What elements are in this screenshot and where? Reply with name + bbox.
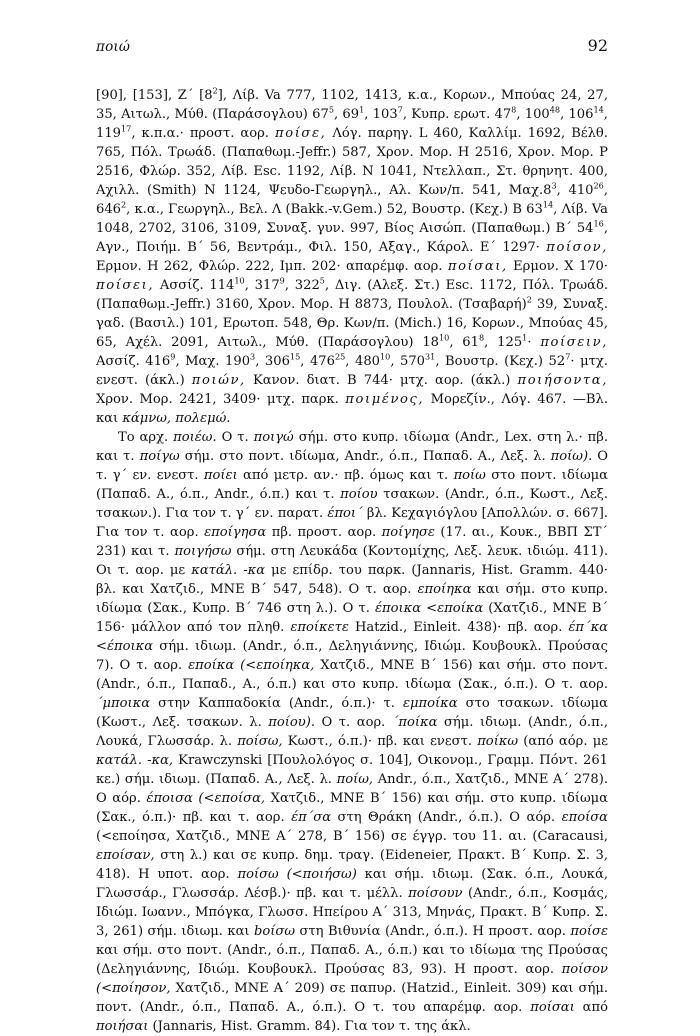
running-head [96, 36, 608, 58]
etymology-paragraph: Το αρχ. ποιέω. Ο τ. ποιγώ σήμ. στο κυπρ. ιδίωμα (Andr., Lex. στη λ.· πβ. και τ. ποίγω σήμ. στο ποντ. ιδίωμα, Andr., ό.π., Παπαδ. Α., Λεξ. λ. ποίω). Ο τ. γ΄ εν. ενεστ. ποίει από μετρ. αν.· πβ. όμως και τ. ποίω στο ποντ. ιδίωμα (Παπαδ. Α., ό.π., Andr., ό.π.) και τ. ποίου τσακων. (Andr., ό.π., Κωστ., Λεξ. τσακων.). Για τον τ. γ΄ εν. παρατ. έποι΄ βλ. Κεχαγιόγλου [Απολλών. σ. 667]. Για τον τ. αορ. εποίγησα πβ. προστ. αορ. ποίγησε (17. αι., Κουκ., ΒΒΠ ΣΤ΄ 231) και τ. ποιγήσω σήμ. στη Λευκάδα (Κοντομίχης, Λεξ. λευκ. ιδιώμ. 411). Οι τ. αορ. με κατάλ. -κα με επίδρ. του παρκ. (Jannaris, Hist. Gramm. 440· βλ. και Χατζιδ., ΜΝΕ Β΄ 547, 548). Ο τ. αορ. εποίηκα και σήμ. στο κυπρ. ιδίωμα (Σακ., Κυπρ. Β΄ 746 στη λ.). Ο τ. έποικα <εποίκα (Χατζιδ., ΜΝΕ Β΄ 156· μάλλον από τον πληθ. εποίκετε Hatzid., Einleit. 438)· πβ. αορ. έπ΄κα <έποικα σήμ. ιδιωμ. (Andr., ό.π., Δεληγιάννης, Ιδιώμ. Κουβουκλ. Προύσας 7). Ο τ. αορ. εποίκα (<εποίηκα, Χατζιδ., ΜΝΕ Β΄ 156) και σήμ. στο ποντ. (Andr., ό.π., Παπαδ., Α., ό.π.) και στο κυπρ. ιδίωμα (Σακ., ό.π.). Ο τ. αορ. ΄μποικα στην Καππαδοκία (Andr., ό.π.)· τ. εμποίκα στο τσακων. ιδίωμα (Κωστ., Λεξ. τσακων. λ. ποίου). Ο τ. αορ. ΄ποίκα σήμ. ιδιωμ. (Andr., ό.π., Λουκά, Γλωσσάρ. λ. ποίσω, Κωστ., ό.π.)· πβ. και ενεστ. ποίκω (από αόρ. με κατάλ. -κα, Krawczynski [Πουλολόγος σ. 104], Οικονομ., Γραμμ. Πόντ. 261 κε.) σήμ. ιδιωμ. (Παπαδ. Α., Λεξ. λ. ποίω, Andr., ό.π., Χατζιδ., ΜΝΕ Α΄ 278). Ο αόρ. έποισα (<εποίσα, Χατζιδ., ΜΝΕ Β΄ 156) και σήμ. στο κυπρ. ιδίωμα (Σακ., ό.π.)· πβ. και τ. αορ. έπ΄σα στη Θράκη (Andr., ό.π.). Ο αόρ. εποίσα (<εποίησα, Χατζιδ., ΜΝΕ Α΄ 278, Β΄ 156) σε έγγρ. του 11. αι. (Caracausi, εποίσαν, στη λ.) και σε κυπρ. δημ. τραγ. (Eideneier, Πρακτ. Β΄ Κυπρ. Σ. 3, 418). Η υποτ. αορ. ποίσω (<ποιήσω) και σήμ. ιδιωμ. (Σακ. ό.π., Λουκά, Γλωσσάρ., Γλωσσάρ. Λέσβ.)· πβ. και τ. μέλλ. ποίσουν (Andr., ό.π., Κοσμάς, Ιδιώμ. Ιωανν., Μπόγκα, Γλωσσ. Ηπείρου Α΄ 313, Μηνάς, Πρακτ. Β΄ Κυπρ. Σ. 3, 261) σήμ. ιδιωμ. και boίσω στη Βιθυνία (Andr., ό.π.). Η προστ. αορ. ποίσε και σήμ. στο ποντ. (Andr., ό.π., Παπαδ. Α., ό.π.) και το ιδίωμα της Προύσας (Δεληγιάννης, Ιδιώμ. Κουβουκλ. Προύσας 83, 93). Η προστ. αορ. ποίσον (<ποίησον, Χατζιδ., ΜΝΕ Α΄ 209) σε παπυρ. (Hatzid., Einleit. 309) και σήμ. ποντ. (Andr., ό.π., Παπαδ. Α., ό.π.). Ο τ. του απαρέμφ. αορ. ποίσαι από ποιήσαι (Jannaris, Hist. Gramm. 84). Για τον τ. της άκλ. [96, 430, 609, 1034]
text-block [96, 86, 608, 1036]
running-head-lemma: ποιώ [96, 39, 131, 55]
entry-citations-paragraph: [90], [153], Ζ΄ $[8^2]$, Λίβ. Va 777, 1102, 1413, κ.α., Κορων., Μπούας 24, 27, 35, Αιτωλ., Μύθ. (Παράσογλου) $67^5$, $69^1$, $103^7$, Κυπρ. ερωτ. $47^8$, $100^{48}$, $106^{14}$, $119^{17}$, κ.π.α.· προστ. αορ. ποίσε, Λόγ. παρηγ. L 460, Καλλίμ. 1692, Βέλθ. 765, Πόλ. Τρωάδ. (Παπαθωμ.-Jeffr.) 587, Χρον. Μορ. Η 2516, Χρον. Μορ. Ρ 2516, Φλώρ. 352, Λίβ. Esc. 1192, Λίβ. Ν 1041, Ντελλαπ., Στ. θρηνητ. 400, Αχιλλ. (Smith) Ν 1124, Ψευδο-Γεωργηλ., Αλ. Κων/π. 541, $M\alpha\chi.8^3$, $410^{26}$, $646^2$, κ.α., Γεωργηλ., Βελ. Λ (Bakk.-v.Gem.) 52, Βουστρ. (Κεχ.) Β $63^{14}$, Λίβ. Va 1048, 2702, 3106, 3109, Συναξ. γυν. 997, Βίος Αισώπ. (Παπαθωμ.) Β΄ $54^{16}$, Αγν., Ποιήμ. Β΄ 56, Βεντράμ., Φιλ. 150, Αξαγ., Κάρολ. Ε΄ 1297· ποίσον, Ερμον. Η 262, Φλώρ. 222, Ιμπ. 202· απαρέμφ. αορ. ποίσαι, Ερμον. Χ 170· ποίσει, Ασσίζ. $114^{10}$, $317^9$, $322^5$, Διγ. (Αλεξ. Στ.) Esc. 1172, Πόλ. Τρωάδ. (Παπαθωμ.-Jeffr.) 3160, Χρον. Μορ. Η 8873, Πουλολ. $(T\sigma\alpha\beta\alpha\rho ή)^2$ 39, Συναξ. γαδ. (Βασιλ.) 101, Ερωτοπ. 548, Θρ. Κων/π. (Mich.) 16, Κορων., Μπούας 45, 65, Αχέλ. 2091, Αιτωλ., Μύθ. (Παράσογλου) $18^{10}$, $61^8$, $125^1\cdot \pi oί\sigma\varepsilon\iota\nu$, Ασσίζ. $416^9$, Μαχ. $190^3$, $306^{15}$, $476^{25}$, $480^{10}$, $570^{31}$, Βουστρ. (Κεχ.) $52^7\cdot \mu\tau\chi$. ενεστ. (άκλ.) ποιών, Κανον. διατ. Β 744· μτχ. αορ. (άκλ.) ποιήσοντα, Χρον. Μορ. 2421, 3409· μτχ. παρκ. ποιμένος, Μορεζίν., Λόγ. 467. —Βλ. και κάμνω, πολεμώ. [96, 85, 609, 426]
page-number: 92 [587, 36, 608, 55]
